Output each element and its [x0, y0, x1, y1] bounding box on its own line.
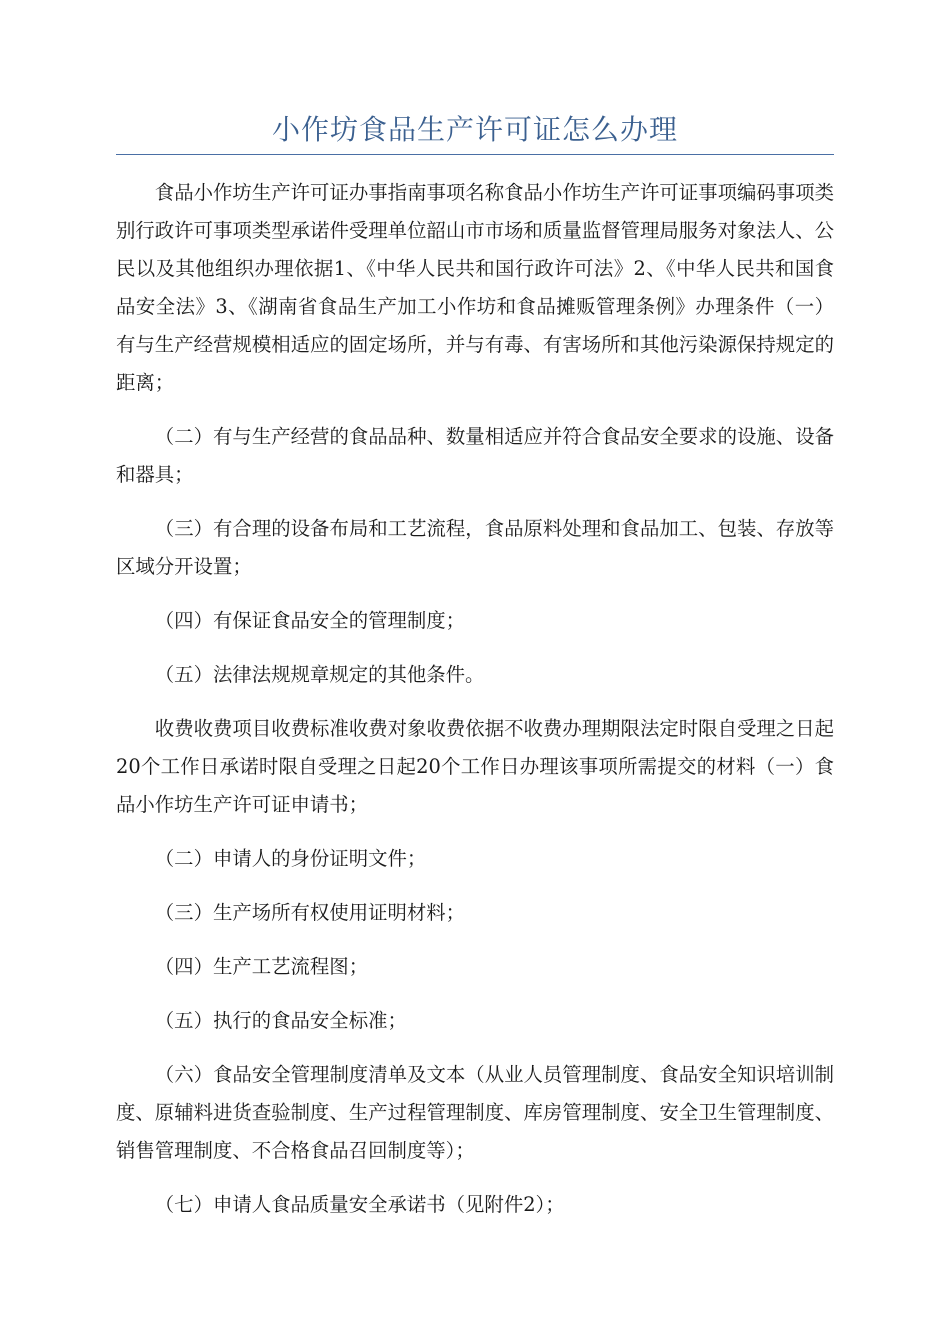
paragraph: （四）有保证食品安全的管理制度； [154, 609, 466, 632]
paragraph: （六）食品安全管理制度清单及文本（从业人员管理制度、食品安全知识培训制度、原辅料进货查验制度、生产过程管理制度、库房管理制度、安全卫生管理制度、销售管理制度、不合格食品召回制度等）； [116, 1063, 834, 1162]
paragraph: （四）生产工艺流程图； [154, 955, 369, 978]
paragraph: （三）生产场所有权使用证明材料； [154, 901, 466, 924]
paragraph: 收费收费项目收费标准收费对象收费依据不收费办理期限法定时限自受理之日起20个工作日承诺时限自受理之日起20个工作日办理该事项所需提交的材料（一）食品小作坊生产许可证申请书； [116, 717, 834, 816]
paragraph: （七）申请人食品质量安全承诺书（见附件2）； [154, 1193, 565, 1216]
paragraph: 食品小作坊生产许可证办事指南事项名称食品小作坊生产许可证事项编码事项类别行政许可事项类型承诺件受理单位韶山市市场和质量监督管理局服务对象法人、公民以及其他组织办理依据1、《中华人民共和国行政许可法》2、《中华人民共和国食品安全法》3、《湖南省食品生产加工小作坊和食品摊贩管理条例》办理条件（一）有与生产经营规模相适应的固定场所，并与有毒、有害场所和其他污染源保持规定的距离； [116, 181, 834, 394]
title-underline [116, 154, 834, 155]
document-body [116, 174, 834, 1240]
paragraph: （五）法律法规规章规定的其他条件。 [154, 663, 485, 686]
paragraph: （二）有与生产经营的食品品种、数量相适应并符合食品安全要求的设施、设备和器具； [116, 425, 834, 486]
paragraph: （五）执行的食品安全标准； [154, 1009, 407, 1032]
document-title: 小作坊食品生产许可证怎么办理 [271, 113, 678, 146]
paragraph: （三）有合理的设备布局和工艺流程，食品原料处理和食品加工、包装、存放等区域分开设置； [116, 517, 834, 578]
paragraph: （二）申请人的身份证明文件； [154, 847, 427, 870]
